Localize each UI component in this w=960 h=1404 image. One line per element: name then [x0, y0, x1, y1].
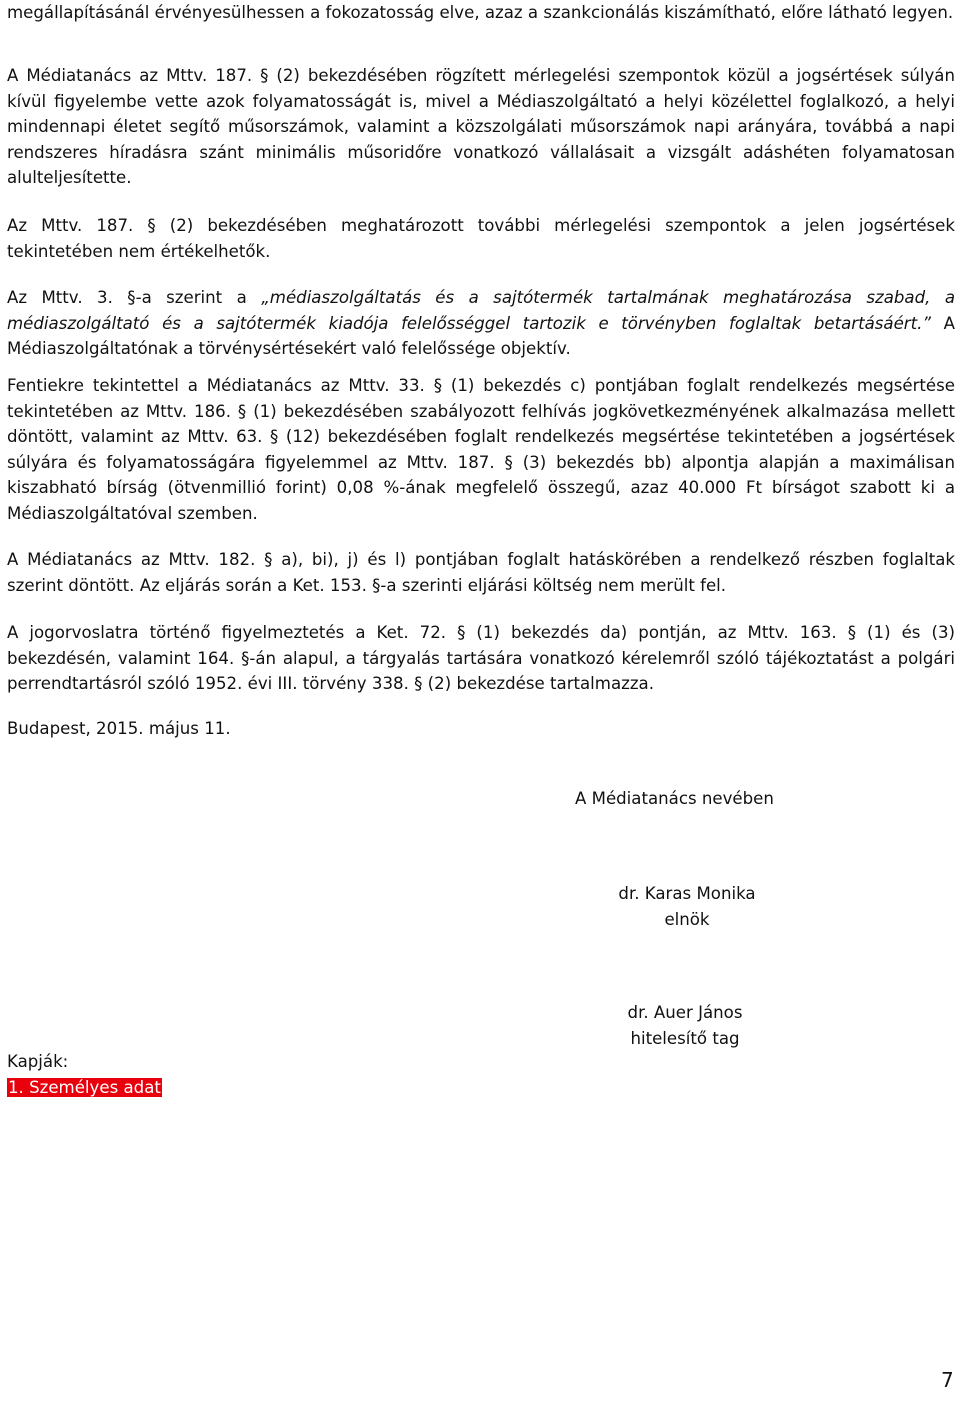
signature-block-2 — [570, 1000, 800, 1051]
paragraph-2: Az Mttv. 187. § (2) bekezdésében meghatározott további mérlegelési szempontok a jelen jogsértések tekintetében nem értékelhetők. — [7, 216, 955, 261]
signer-2-name: dr. Auer János — [627, 1003, 743, 1022]
paragraph-3-quote: „médiaszolgáltatás és a sajtótermék tartalmának meghatározása szabad, a médiaszolgáltató és a sajtótermék kiadója felelősséggel tartozik e törvényben foglaltak betartásáért.” — [7, 288, 955, 333]
recipients-label: Kapják: — [7, 1052, 69, 1071]
paragraph-3-tail: A Médiaszolgáltatónak a törvénysértésekért való felelőssége objektív. — [7, 313, 955, 358]
signer-1-name: dr. Karas Monika — [618, 884, 756, 903]
recipients-block — [7, 1049, 307, 1100]
paragraph-intro: megállapításánál érvényesülhessen a fokozatosság elve, azaz a szankcionálás kiszámítható, előre látható legyen. — [7, 3, 954, 22]
on-behalf-line: A Médiatanács nevében — [575, 789, 774, 808]
paragraph-4: Fentiekre tekintettel a Médiatanács az Mttv. 33. § (1) bekezdés c) pontjában foglalt rendelkezés megsértése tekintetében az Mttv. 186. § (1) bekezdésében szabályozott felhívás jogkövetkezményének alkalmazása mellett döntött, valamint az Mttv. 63. § (12) bekezdésében foglalt rendelkezés megsértése tekintetében a jogsértések súlyára és folyamatosságára figyelemmel az Mttv. 187. § (3) bekezdés bb) alpontja alapján a maximálisan kiszabható bírság (ötvenmillió forint) 0,08 %-ának megfelelő összegű, azaz 40.000 Ft bírságot szabott ki a Médiaszolgáltatóval szemben. — [7, 376, 955, 523]
paragraph-1: A Médiatanács az Mttv. 187. § (2) bekezdésében rögzített mérlegelési szempontok közül a jogsértések súlyán kívül figyelembe vette azok folyamatosságát is, mivel a Médiaszolgáltató a helyi közélettel foglalkozó, a helyi mindennapi életet segítő műsorszámok, valamint a közszolgálati műsorszámok napi arányára, továbbá a napi rendszeres híradásra szánt minimális műsoridőre vonatkozó vállalásait a vizsgált adáshéten folyamatosan alulteljesítette. — [7, 66, 955, 187]
date-line: Budapest, 2015. május 11. — [7, 719, 231, 738]
signature-block-1 — [572, 881, 802, 932]
signer-2-title: hitelesítő tag — [630, 1028, 740, 1048]
recipient-item — [7, 1075, 307, 1101]
paragraph-3 — [7, 285, 955, 362]
page-number: 7 — [941, 1368, 954, 1392]
signer-1-title: elnök — [664, 909, 710, 929]
paragraph-5: A Médiatanács az Mttv. 182. § a), bi), j) és l) pontjában foglalt hatáskörében a rendelkező részben foglaltak szerint döntött. Az eljárás során a Ket. 153. §-a szerinti eljárási költség nem merült fel. — [7, 550, 955, 595]
redacted-recipient: 1. Személyes adat — [8, 1077, 161, 1097]
paragraph-6: A jogorvoslatra történő figyelmeztetés a Ket. 72. § (1) bekezdés da) pontján, az Mttv. 163. § (1) és (3) bekezdésén, valamint 164. §-án alapul, a tárgyalás tartására vonatkozó kérelemről szóló tájékoztatást a polgári perrendtartásról szóló 1952. évi III. törvény 338. § (2) bekezdése tartalmazza. — [7, 623, 955, 693]
paragraph-3-lead: Az Mttv. 3. §-a szerint a — [7, 288, 262, 307]
